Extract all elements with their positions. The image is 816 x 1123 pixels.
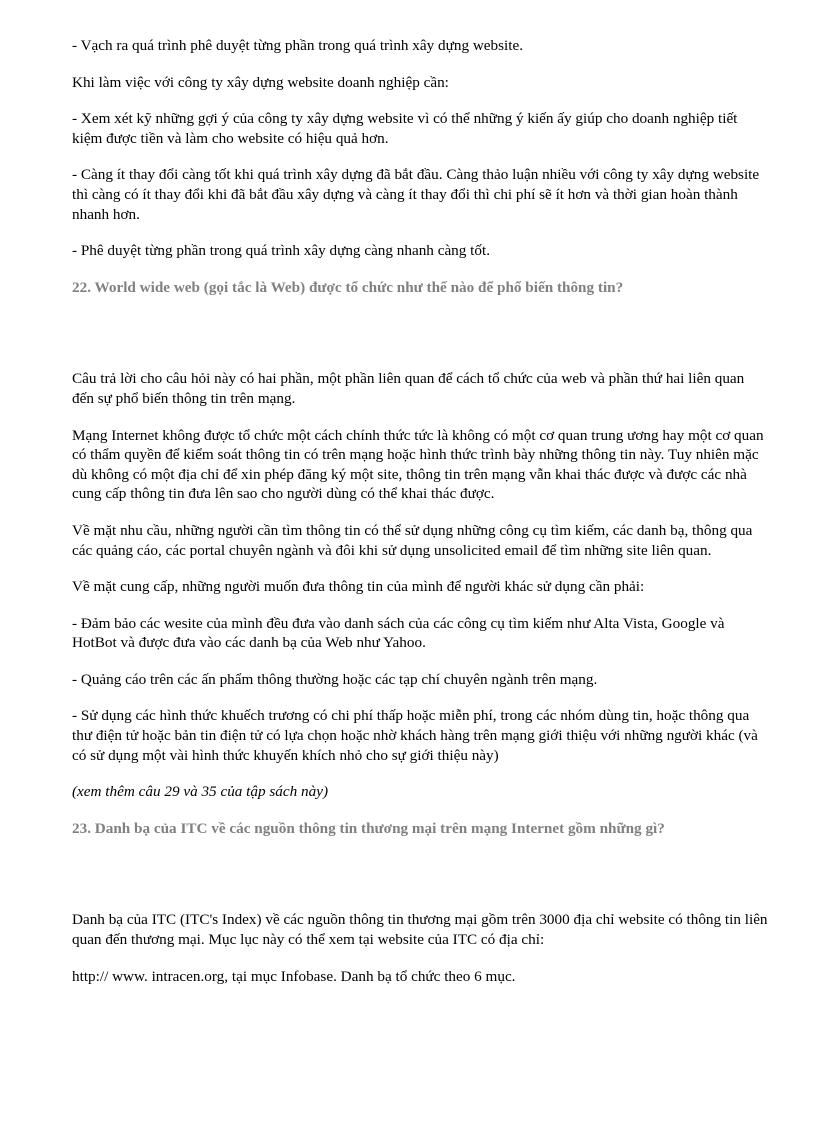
q22-paragraph-6: - Quảng cáo trên các ấn phẩm thông thường hoặc các tạp chí chuyên ngành trên mạng. xyxy=(72,670,598,688)
q22-paragraph-5: - Đảm bảo các wesite của mình đều đưa vào danh sách của các công cụ tìm kiếm như Alta Vista, Google và HotBot và được đưa vào các danh bạ của Web như Yahoo. xyxy=(72,614,725,652)
question-23-heading: 23. Danh bạ của ITC về các nguồn thông tin thương mại trên mạng Internet gồm những gì? xyxy=(72,819,665,837)
intro-paragraph-1: - Vạch ra quá trình phê duyệt từng phần trong quá trình xây dựng website. xyxy=(72,37,524,54)
question-22-heading: 22. World wide web (gọi tắc là Web) được tổ chức như thế nào để phổ biến thông tin? xyxy=(72,278,624,296)
document-page xyxy=(72,36,768,1003)
q22-paragraph-3: Về mặt nhu cầu, những người cần tìm thông tin có thể sử dụng những công cụ tìm kiếm, các danh bạ, thông qua các quảng cáo, các portal chuyên ngành và đôi khi sử dụng unsolicited email để tìm những site liên quan. xyxy=(72,521,753,559)
q22-paragraph-1: Câu trả lời cho câu hỏi này có hai phần, một phần liên quan để cách tổ chức của web và phần thứ hai liên quan đến sự phổ biến thông tin trên mạng. xyxy=(72,370,745,407)
q22-paragraph-2: Mạng Internet không được tổ chức một cách chính thức tức là không có một cơ quan trung ương hay một cơ quan có thẩm quyền để kiểm soát thông tin có trên mạng hoặc hình thức trình bày những thông tin này. Tuy nhiên mặc dù không có một địa chỉ để xin phép đăng ký một site, thông tin trên mạng vẫn khai thác được và được các nhà cung cấp thông tin đưa lên sao cho người dùng có thể khai thác được. xyxy=(72,426,764,503)
q23-paragraph-2: http:// www. intracen.org, tại mục Infobase. Danh bạ tổ chức theo 6 mục. xyxy=(72,967,516,985)
q22-paragraph-7: - Sử dụng các hình thức khuếch trương có chi phí thấp hoặc miễn phí, trong các nhóm dùng tin, hoặc thông qua thư điện tử hoặc bản tin điện tử có lựa chọn hoặc nhờ khách hàng trên mạng giới thiệu với những người khác (và có sử dụng một vài hình thức khuyến khích nhỏ cho sự giới thiệu này) xyxy=(72,707,758,764)
q22-see-also-note: (xem thêm câu 29 và 35 của tập sách này) xyxy=(72,783,328,801)
intro-paragraph-3: - Xem xét kỹ những gợi ý của công ty xây dựng website vì có thể những ý kiến ấy giúp cho doanh nghiệp tiết kiệm được tiền và làm cho website có hiệu quả hơn. xyxy=(72,110,738,147)
intro-paragraph-2: Khi làm việc với công ty xây dựng website doanh nghiệp cần: xyxy=(72,73,449,91)
intro-paragraph-5: - Phê duyệt từng phần trong quá trình xây dựng càng nhanh càng tốt. xyxy=(72,242,490,260)
q22-paragraph-4: Về mặt cung cấp, những người muốn đưa thông tin của mình để người khác sử dụng cần phải: xyxy=(72,578,645,596)
q23-paragraph-1: Danh bạ của ITC (ITC's Index) về các nguồn thông tin thương mại gồm trên 3000 địa chỉ website có thông tin liên quan đến thương mại. Mục lục này có thể xem tại website của ITC có địa chỉ: xyxy=(72,911,768,949)
intro-paragraph-4: - Càng ít thay đổi càng tốt khi quá trình xây dựng đã bắt đầu. Càng thảo luận nhiều với công ty xây dựng website thì càng có ít thay đổi khi đã bắt đầu xây dựng và càng ít thay đổi thì chi phí sẽ ít hơn và thời gian hoàn thành nhanh hơn. xyxy=(72,166,760,223)
